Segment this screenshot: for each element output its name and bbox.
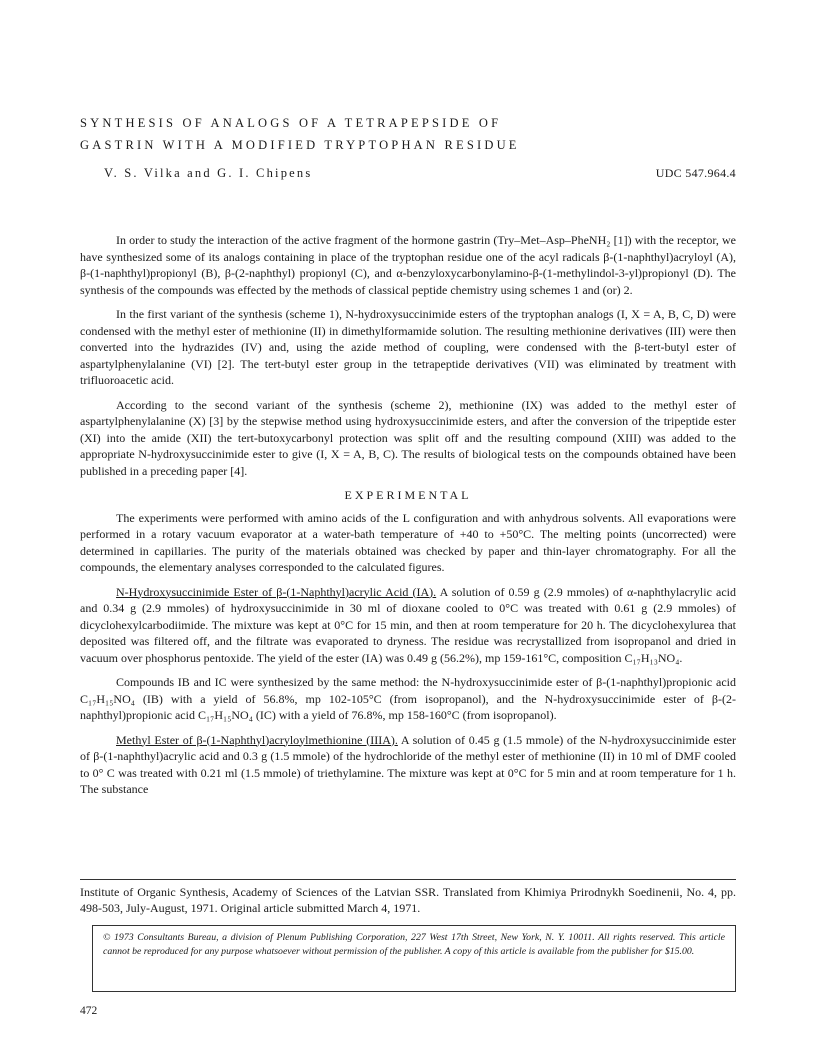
title-line-2: GASTRIN WITH A MODIFIED TRYPTOPHAN RESIDUE	[80, 138, 520, 152]
paragraph-scheme-1: In the first variant of the synthesis (scheme 1), N-hydroxysuccinimide esters of the tryptophan analogs (I, X = A, B, C, D) were condensed with the methyl ester of methionine (II) in dimethylformamide solution. The resulting methionine derivatives (III) were then converted into the hydrazides (IV) and, using the azide method of coupling, were condensed with the β-tert-butyl ester of aspartylphenylalanine (VI) [2]. The tert-butyl ester group in the tetrapeptide derivatives (VII) was eliminated by treatment with trifluoroacetic acid.	[80, 307, 736, 387]
paragraph-ester-ia	[80, 584, 736, 667]
paragraph-scheme-2: According to the second variant of the synthesis (scheme 2), methionine (IX) was added to the methyl ester of aspartylphenylalanine (X) [3] by the stepwise method using hydroxysuccinimide esters, and after the conversion of the tripeptide ester (XI) into the amide (XII) the tert-butoxycarbonyl protection was split off and the resulting compound (XIII) was added to the appropriate N-hydroxysuccinimide ester to give (I, X = A, B, C). The results of biological tests on the compounds obtained have been published in a preceding paper [4].	[80, 397, 736, 478]
subheading-ester-ia: N-Hydroxysuccinimide Ester of β-(1-Naphthyl)acrylic Acid (IA).	[116, 584, 437, 599]
paragraph-intro: In order to study the interaction of the active fragment of the hormone gastrin (Try–Met–Asp–PheNH₂ [1]) with the receptor, we have synthesized some of its analogs containing in place of the tryptophan residue one of the acyl radicals β-(1-naphthyl)acryloyl (A), β-(1-naphthyl)propionyl (B), β-(2-naphthyl) propionyl (C), and α-benzyloxycarbonylamino-β-(1-methylindol-3-yl)propionyl (D). The synthesis of the compounds was effected by the methods of classical peptide chemistry using schemes 1 and (or) 2.	[80, 233, 736, 297]
subheading-methyl-ester-iiia: Methyl Ester of β-(1-Naphthyl)acryloylmethionine (IIIA).	[116, 732, 398, 747]
paragraph-methyl-ester-iiia	[80, 732, 736, 798]
paragraph-experimental-general: The experiments were performed with amino acids of the L configuration and with anhydrous solvents. All evaporations were performed in a rotary vacuum evaporator at a water-bath temperature of +40 to +50°C. The melting points (uncorrected) were determined in capillaries. The purity of the materials obtained was checked by paper and thin-layer chromatography. For all the compounds, the elementary analyses corresponded to the calculated figures.	[80, 510, 736, 574]
text-ester-ia: A solution of 0.59 g (2.9 mmoles) of α-naphthylacrylic acid and 0.34 g (2.9 mmoles) of hydroxysuccinimide in 30 ml of dioxane cooled to 0°C was treated with 0.61 g (2.9 mmoles) of dicyclohexylcarbodiimide. The mixture was kept at 0°C for 15 min, and then at room temperature for 20 h. The dicyclohexylurea that deposited was filtered off, and the filtrate was evaporated to dryness. The residue was recrystallized from isopropanol and dried in vacuum over phosphorus pentoxide. The yield of the ester (IA) was 0.49 g (56.2%), mp 159-161°C, composition C₁₇H₁₃NO₄.	[80, 584, 737, 665]
affiliation-footnote: Institute of Organic Synthesis, Academy of Sciences of the Latvian SSR. Translated from Khimiya Prirodnykh Soedinenii, No. 4, pp. 498-503, July-August, 1971. Original article submitted March 4, 1971.	[80, 885, 736, 915]
paragraph-compounds-ib-ic: Compounds IB and IC were synthesized by the same method: the N-hydroxysuccinimide ester of β-(1-naphthyl)propionic acid C₁₇H₁₅NO₄ (IB) with a yield of 56.8%, mp 102-105°C (from isopropanol), and the N-hydroxysuccinimide ester of β-(2-naphthyl)propionic acid C₁₇H₁₅NO₄ (IC) with a yield of 76.8%, mp 158-160°C (from isopropanol).	[80, 675, 736, 722]
authors: V. S. Vilka and G. I. Chipens	[104, 166, 313, 180]
article-body	[80, 232, 736, 806]
page-number: 472	[80, 1005, 98, 1017]
footnote-divider	[80, 879, 736, 880]
section-heading-experimental: EXPERIMENTAL	[344, 488, 472, 502]
text-methyl-ester-iiia: A solution of 0.45 g (1.5 mmole) of the N-hydroxysuccinimide ester of β-(1-naphthyl)acrylic acid and 0.3 g (1.5 mmole) of the hydrochloride of the methyl ester of methionine (II) in 10 ml of DMF cooled to 0° C was treated with 0.21 ml (1.5 mmole) of triethylamine. The mixture was kept at 0°C for 5 min and at room temperature for 1 h. The substance	[80, 732, 736, 796]
title-line-1: SYNTHESIS OF ANALOGS OF A TETRAPEPSIDE OF	[80, 116, 502, 130]
udc-code: UDC 547.964.4	[655, 166, 736, 180]
copyright-notice: © 1973 Consultants Bureau, a division of Plenum Publishing Corporation, 227 West 17th Street, New York, N. Y. 10011. All rights reserved. This article cannot be reproduced for any purpose whatsoever without permission of the publisher. A copy of this article is available from the publisher for $15.00.	[92, 925, 736, 992]
article-title	[80, 112, 740, 156]
